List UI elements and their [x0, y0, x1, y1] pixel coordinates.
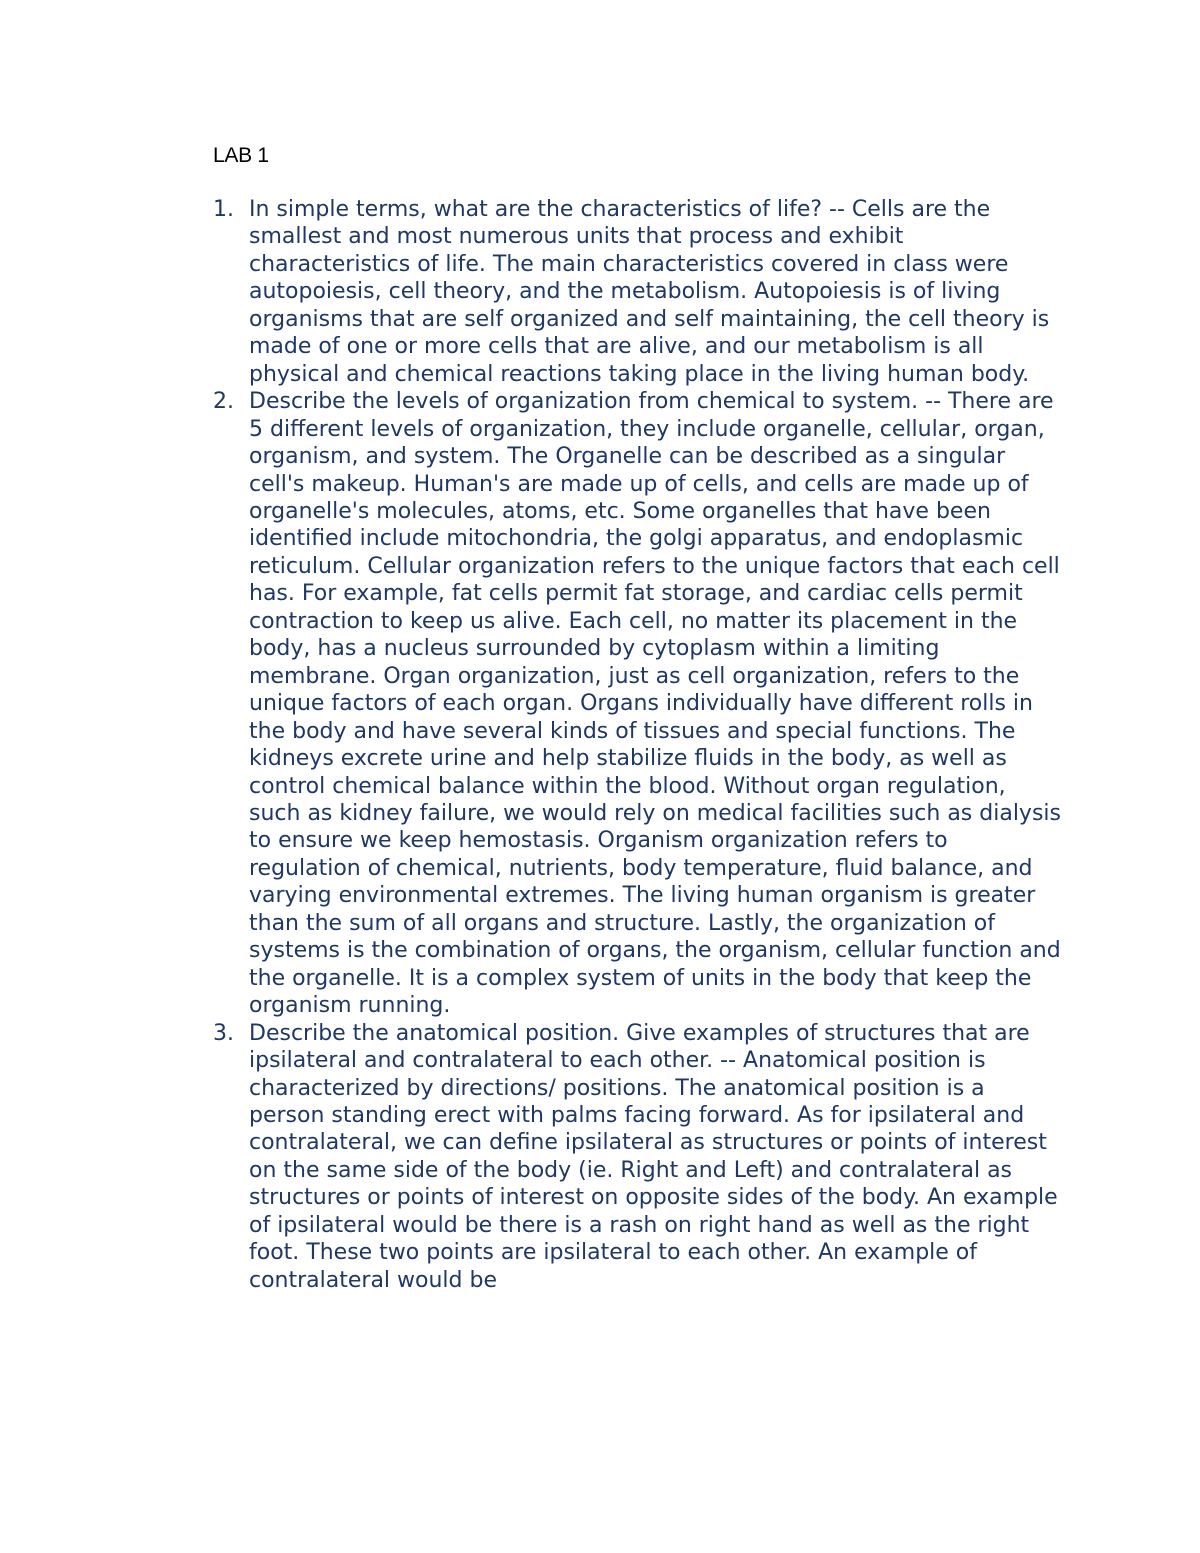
item-number: 3.: [213, 1020, 234, 1046]
list-item: [213, 388, 1063, 1019]
list-item: [213, 196, 1063, 388]
item-text: In simple terms, what are the characteristics of life? -- Cells are the smallest and most numerous units that process and exhibit characteristics of life. The main characteristics covered in class were autopoiesis, cell theory, and the metabolism. Autopoiesis is of living organisms that are self organized and self maintaining, the cell theory is made of one or more cells that are alive, and our metabolism is all physical and chemical reactions taking place in the living human body.: [249, 197, 1050, 387]
item-number: 2.: [213, 389, 234, 415]
document-title: LAB 1: [213, 144, 269, 167]
list-item: [213, 1020, 1063, 1295]
item-number: 1.: [213, 197, 234, 222]
item-text: Describe the anatomical position. Give examples of structures that are ipsilateral and contralateral to each other. -- Anatomical position is characterized by directions/ positions. The anatomical position is a person standing erect with palms facing forward. As for ipsilateral and contralateral, we can define ipsilateral as structures or points of interest on the same side of the body (ie. Right and Left) and contralateral as structures or points of interest on opposite sides of the body. An example of ipsilateral would be there is a rash on right hand as well as the right foot. These two points are ipsilateral to each other. An example of contralateral would be: [249, 1020, 1058, 1293]
item-text: Describe the levels of organization from chemical to system. -- There are 5 different levels of organization, they include organelle, cellular, organ, organism, and system. The Organelle can be described as a singular cell's makeup. Human's are made up of cells, and cells are made up of organelle's molecules, atoms, etc. Some organelles that have been identified include mitochondria, the golgi apparatus, and endoplasmic reticulum. Cellular organization refers to the unique factors that each cell has. For example, fat cells permit fat storage, and cardiac cells permit contraction to keep us alive. Each cell, no matter its placement in the body, has a nucleus surrounded by cytoplasm within a limiting membrane. Organ organization, just as cell organization, refers to the unique factors of each organ. Organs individually have different rolls in the body and have several kinds of tissues and special functions. The kidneys excrete urine and help stabilize fluids in the body, as well as control chemical balance within the blood. Without organ regulation, such as kidney failure, we would rely on medical facilities such as dialysis to ensure we keep hemostasis. Organism organization refers to regulation of chemical, nutrients, body temperature, fluid balance, and varying environmental extremes. The living human organism is greater than the sum of all organs and structure. Lastly, the organization of systems is the combination of organs, the organism, cellular function and the organelle. It is a complex system of units in the body that keep the organism running.: [249, 389, 1061, 1019]
question-list: [213, 196, 1063, 1294]
